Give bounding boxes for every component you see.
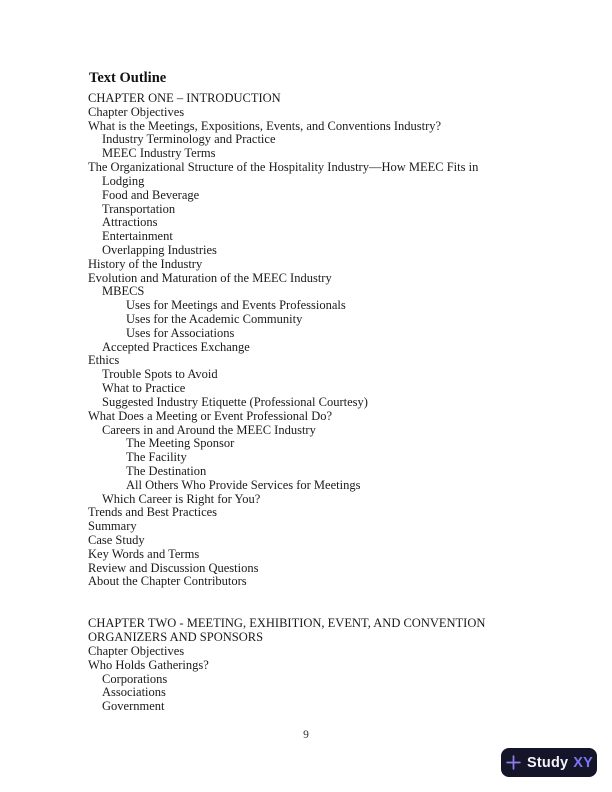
outline-line: Government bbox=[102, 699, 165, 714]
outline-line: Industry Terminology and Practice bbox=[102, 132, 276, 147]
outline-line: Accepted Practices Exchange bbox=[102, 339, 250, 354]
outline-line: Case Study bbox=[88, 533, 145, 547]
plus-icon bbox=[505, 754, 522, 771]
outline-line: Entertainment bbox=[102, 229, 173, 244]
outline-line: What to Practice bbox=[102, 381, 186, 396]
outline-line: Uses for Associations bbox=[126, 325, 235, 340]
outline-line: All Others Who Provide Services for Meetings bbox=[126, 477, 361, 492]
outline-line: What is the Meetings, Expositions, Events, and Conventions Industry? bbox=[88, 118, 442, 133]
outline-line: Who Holds Gatherings? bbox=[88, 657, 209, 672]
outline-line: Summary bbox=[88, 519, 137, 534]
outline-line: The Meeting Sponsor bbox=[126, 436, 235, 451]
outline-line: CHAPTER TWO - MEETING, EXHIBITION, EVENT, AND CONVENTION bbox=[88, 616, 486, 631]
chapter-one-outline bbox=[88, 92, 592, 589]
outline-line: MEEC Industry Terms bbox=[102, 146, 216, 161]
outline-line: Trouble Spots to Avoid bbox=[102, 367, 218, 382]
brand-name-primary: Study bbox=[526, 754, 569, 771]
outline-line: Uses for Meetings and Events Professionals bbox=[126, 298, 346, 313]
outline-line: The Destination bbox=[126, 463, 207, 478]
outline-line: Trends and Best Practices bbox=[88, 505, 218, 520]
text-outline bbox=[88, 92, 592, 714]
outline-line: Key Words and Terms bbox=[88, 546, 200, 561]
outline-line: About the Chapter Contributors bbox=[88, 574, 247, 589]
chapter-two-outline bbox=[88, 617, 592, 714]
outline-line: History of the Industry bbox=[88, 256, 203, 271]
studyxy-logo bbox=[501, 748, 597, 777]
page-number: 9 bbox=[303, 729, 309, 741]
outline-line: Chapter Objectives bbox=[88, 104, 185, 119]
outline-line: Food and Beverage bbox=[102, 187, 200, 202]
outline-line: Overlapping Industries bbox=[102, 242, 217, 257]
outline-line: Chapter Objectives bbox=[88, 643, 185, 658]
outline-line: The Facility bbox=[126, 450, 187, 465]
outline-line: ORGANIZERS AND SPONSORS bbox=[88, 630, 264, 645]
page-title: Text Outline bbox=[89, 70, 167, 86]
outline-line: The Organizational Structure of the Hospitality Industry—How MEEC Fits in bbox=[88, 160, 479, 175]
outline-line: Evolution and Maturation of the MEEC Industry bbox=[88, 270, 332, 285]
outline-line: Associations bbox=[102, 685, 166, 700]
outline-line: Uses for the Academic Community bbox=[126, 312, 303, 326]
outline-line: What Does a Meeting or Event Professional Do? bbox=[88, 408, 333, 423]
outline-line: Careers in and Around the MEEC Industry bbox=[102, 422, 316, 437]
brand-name-accent: XY bbox=[573, 754, 594, 771]
outline-line: Corporations bbox=[102, 671, 168, 686]
outline-line: Review and Discussion Questions bbox=[88, 560, 259, 575]
outline-line: Suggested Industry Etiquette (Professional Courtesy) bbox=[102, 394, 368, 409]
outline-line: Lodging bbox=[102, 173, 145, 188]
outline-line: CHAPTER ONE – INTRODUCTION bbox=[88, 91, 281, 105]
outline-line: Which Career is Right for You? bbox=[102, 491, 261, 506]
outline-line: Transportation bbox=[102, 201, 176, 216]
outline-line: Attractions bbox=[102, 215, 158, 230]
outline-line: MBECS bbox=[102, 284, 145, 299]
outline-line: Ethics bbox=[88, 353, 120, 368]
